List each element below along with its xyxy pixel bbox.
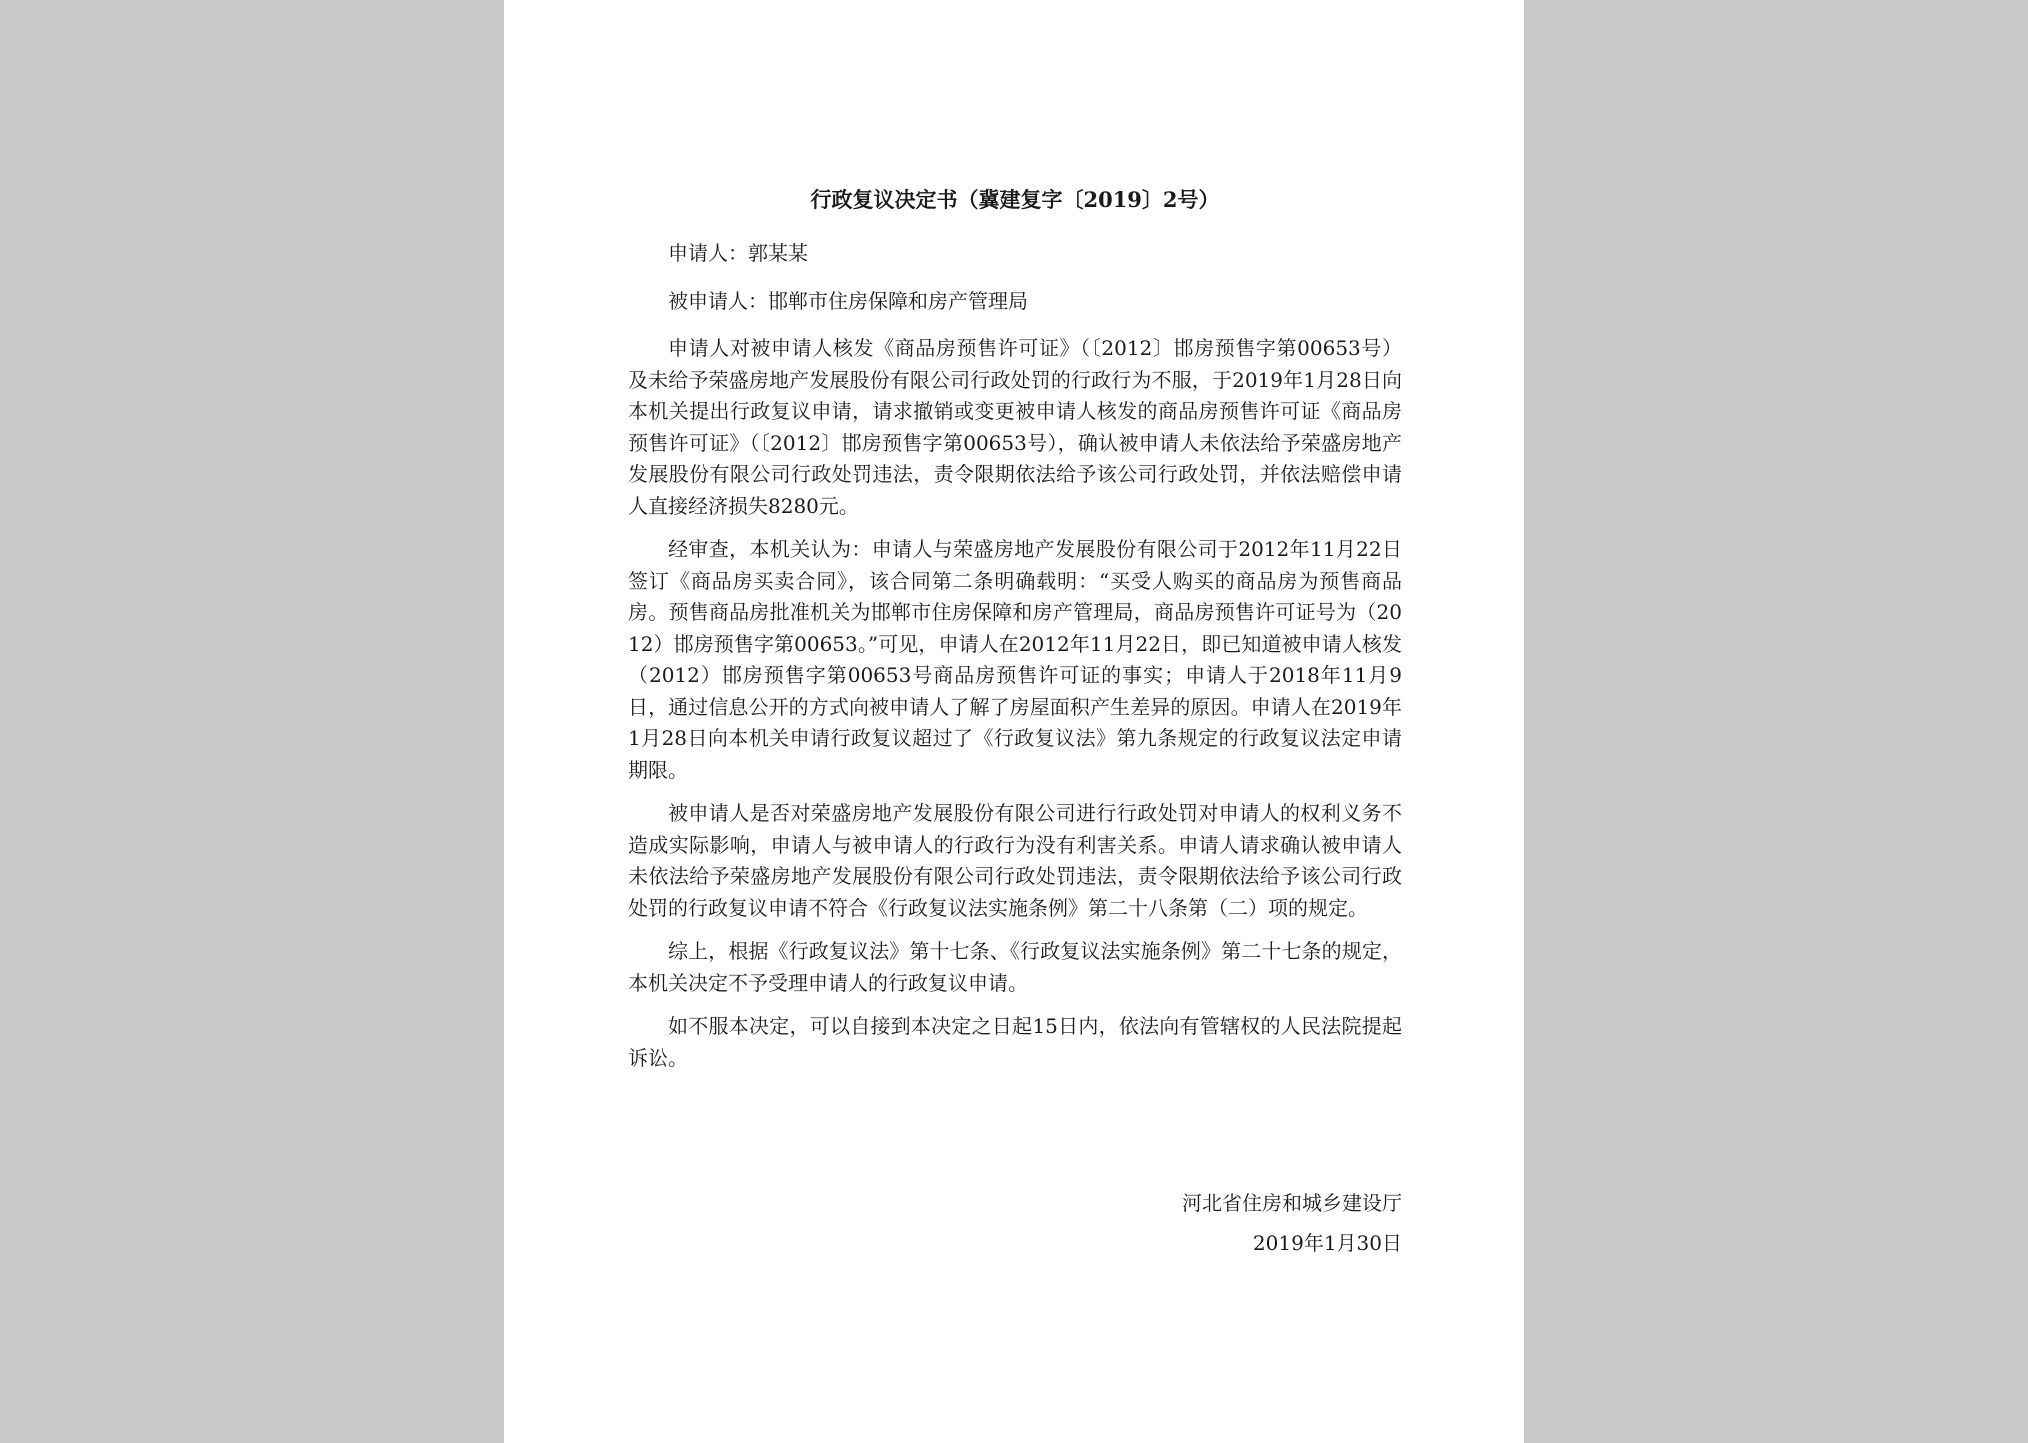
paragraph-request: 申请人对被申请人核发《商品房预售许可证》（〔2012〕邯房预售字第00653号）及未给予荣盛房地产发展股份有限公司行政处罚的行政行为不服，于2019年1月28日向本机关提出行政复议申请，请求撤销或变更被申请人核发的商品房预售许可证《商品房预售许可证》（〔2012〕邯房预售字第00653号），确认被申请人未依法给予荣盛房地产发展股份有限公司行政处罚违法，责令限期依法给予该公司行政处罚，并依法赔偿申请人直接经济损失8280元。 (628, 336, 1402, 518)
paragraph-appeal-notice: 如不服本决定，可以自接到本决定之日起15日内，依法向有管辖权的人民法院提起诉讼。 (628, 1014, 1402, 1070)
issue-date: 2019年1月30日 (1252, 1231, 1402, 1255)
document-body (628, 238, 1402, 1074)
signature-block (1182, 1183, 1402, 1263)
paragraph-interest: 被申请人是否对荣盛房地产发展股份有限公司进行行政处罚对申请人的权利义务不造成实际影响，申请人与被申请人的行政行为没有利害关系。申请人请求确认被申请人未依法给予荣盛房地产发展股份有限公司行政处罚违法，责令限期依法给予该公司行政处罚的行政复议申请不符合《行政复议法实施条例》第二十八条第（二）项的规定。 (628, 801, 1402, 920)
paragraph-review: 经审查，本机关认为：申请人与荣盛房地产发展股份有限公司于2012年11月22日签订《商品房买卖合同》，该合同第二条明确载明：“买受人购买的商品房为预售商品房。预售商品房批准机关为邯郸市住房保障和房产管理局，商品房预售许可证号为（2012）邯房预售字第00653。”可见，申请人在2012年11月22日，即已知道被申请人核发（2012）邯房预售字第00653号商品房预售许可证的事实；申请人于2018年11月9日，通过信息公开的方式向被申请人了解了房屋面积产生差异的原因。申请人在2019年1月28日向本机关申请行政复议超过了《行政复议法》第九条规定的行政复议法定申请期限。 (628, 537, 1402, 782)
document-page (504, 0, 1524, 1443)
paragraph-conclusion: 综上，根据《行政复议法》第十七条、《行政复议法实施条例》第二十七条的规定，本机关决定不予受理申请人的行政复议申请。 (628, 939, 1402, 995)
applicant-line: 申请人：郭某某 (668, 241, 808, 265)
document-title: 行政复议决定书（冀建复字〔2019〕2号） (810, 187, 1220, 212)
issuing-organization: 河北省住房和城乡建设厅 (1182, 1191, 1402, 1215)
respondent-line: 被申请人：邯郸市住房保障和房产管理局 (668, 288, 1028, 313)
